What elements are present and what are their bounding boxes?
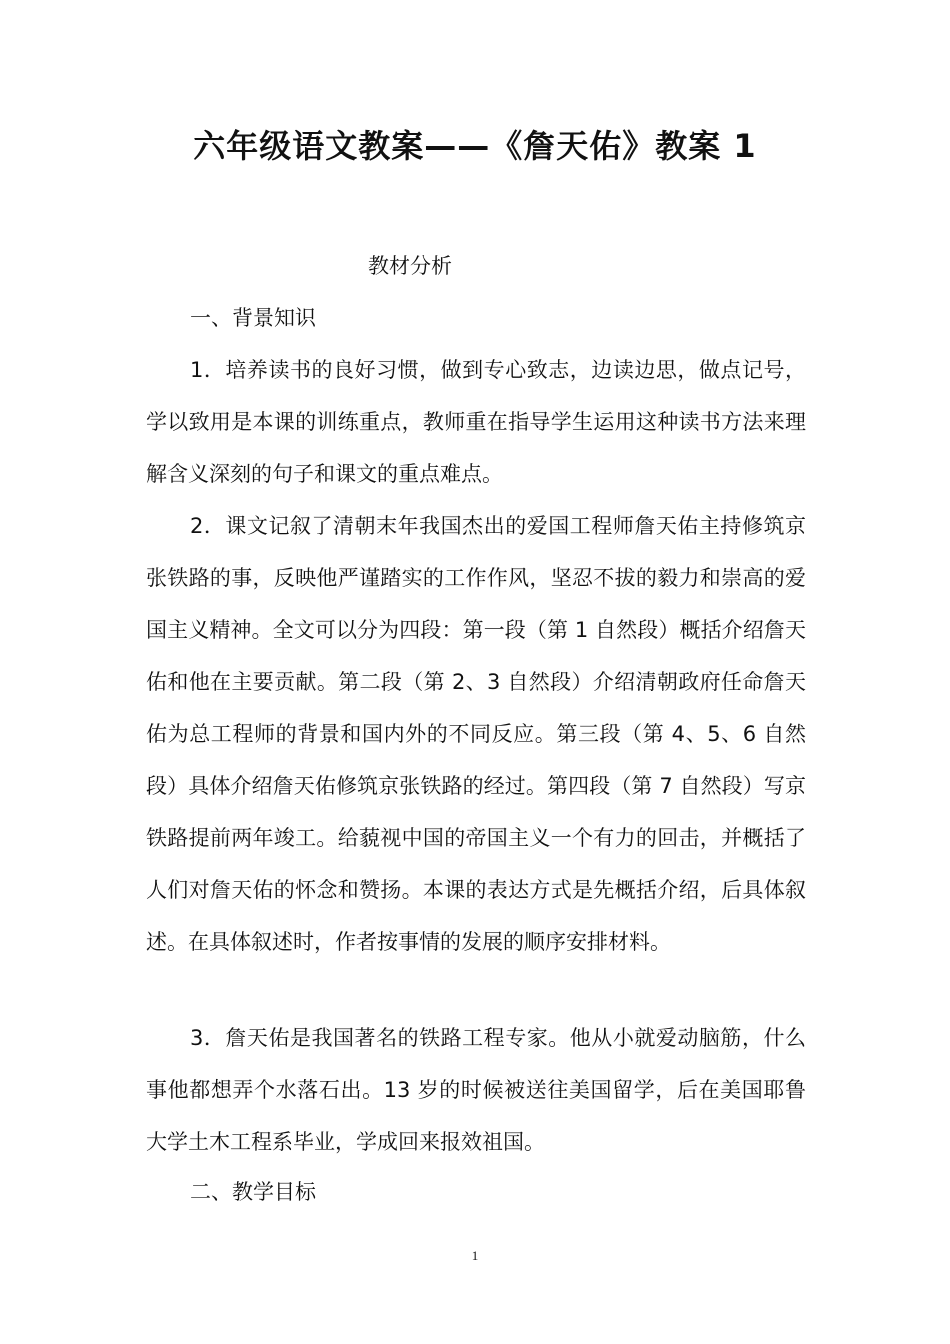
- paragraph-block-1: [146, 344, 806, 500]
- paragraph-2: 2．课文记叙了清朝末年我国杰出的爱国工程师詹天佑主持修筑京张铁路的事，反映他严谨踏实的工作作风，坚忍不拔的毅力和崇高的爱国主义精神。全文可以分为四段：第一段（第 1 自然段）概括介绍詹天佑和他在主要贡献。第二段（第 2、3 自然段）介绍清朝政府任命詹天佑为总工程师的背景和国内外的不同反应。第三段（第 4、5、6 自然段）具体介绍詹天佑修筑京张铁路的经过。第四段（第 7 自然段）写京铁路提前两年竣工。给藐视中国的帝国主义一个有力的回击，并概括了人们对詹天佑的怀念和赞扬。本课的表达方式是先概括介绍，后具体叙述。在具体叙述时，作者按事情的发展的顺序安排材料。: [146, 514, 806, 954]
- subheading-objectives: 二、教学目标: [190, 1180, 316, 1204]
- section-heading: 教材分析: [368, 254, 452, 278]
- paragraph-1: 1．培养读书的良好习惯，做到专心致志，边读边思，做点记号，学以致用是本课的训练重点，教师重在指导学生运用这种读书方法来理解含义深刻的句子和课文的重点难点。: [146, 358, 806, 486]
- paragraph-block-3: [146, 1012, 806, 1168]
- subheading-background: 一、背景知识: [190, 306, 316, 330]
- document-title: 六年级语文教案——《詹天佑》教案 1: [193, 127, 757, 165]
- page-number: 1: [471, 1248, 479, 1263]
- paragraph-3: 3．詹天佑是我国著名的铁路工程专家。他从小就爱动脑筋，什么事他都想弄个水落石出。13 岁的时候被送往美国留学，后在美国耶鲁大学土木工程系毕业，学成回来报效祖国。: [146, 1026, 806, 1154]
- paragraph-block-2: [146, 500, 806, 968]
